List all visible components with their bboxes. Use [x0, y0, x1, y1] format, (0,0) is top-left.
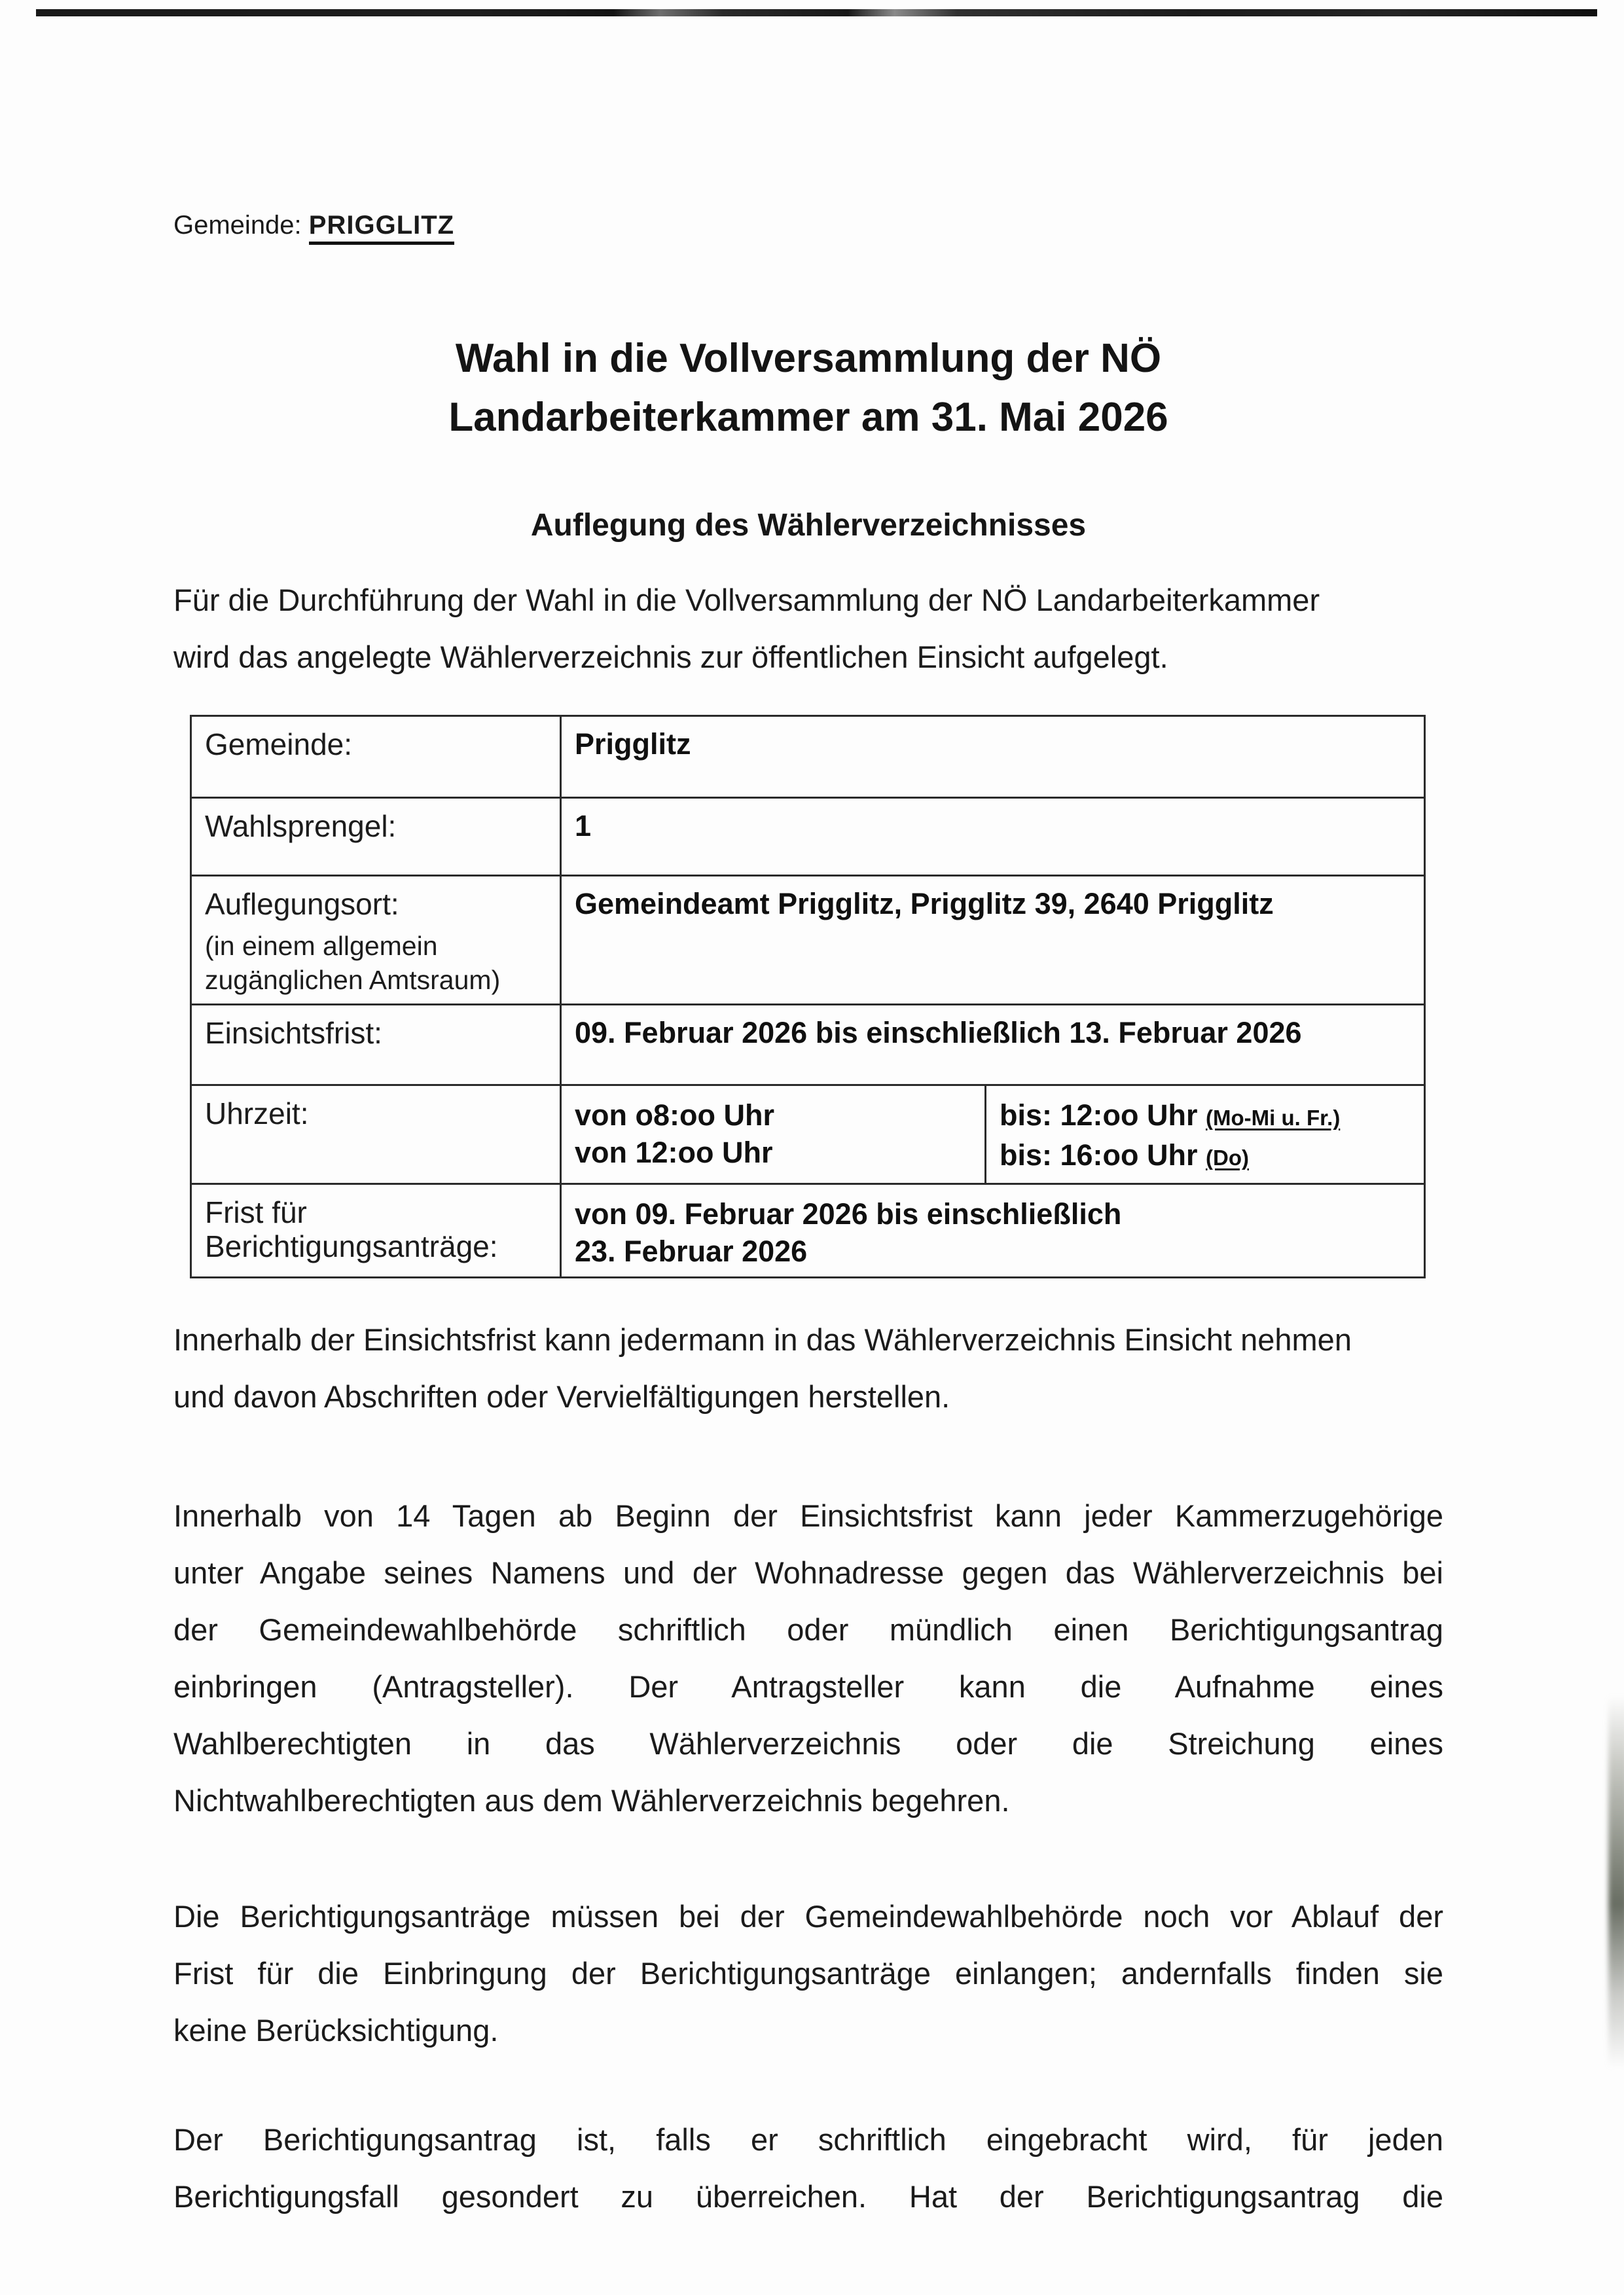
paragraph-frist-einbringung: Die Berichtigungsanträge müssen bei der Gemeindewahlbehörde noch vor Ablauf der Frist für die Einbringung der Berichtigungsanträge einlangen; andernfalls finden sie keine Berücksichtigung.	[173, 1899, 1443, 2048]
subtitle: Auflegung des Wählerverzeichnisses	[530, 508, 1087, 543]
row-label-uhrzeit: Uhrzeit:	[191, 1085, 561, 1184]
table-row-uhrzeit	[191, 1085, 1425, 1184]
row-value-uhrzeit-von	[561, 1085, 986, 1184]
row-label-frist: Frist für Berichtigungsanträge:	[191, 1184, 561, 1278]
row-value-auflegungsort: Gemeindeamt Prigglitz, Prigglitz 39, 2640 Prigglitz	[561, 876, 1425, 1005]
paragraph-berichtigungsantrag: Innerhalb von 14 Tagen ab Beginn der Einsichtsfrist kann jeder Kammerzugehörige unter Angabe seines Namens und der Wohnadresse gegen das Wählerverzeichnis bei der Gemeindewahlbehörde schriftlich oder mündlich einen Berichtigungsantrag einbringen (Antragsteller). Der Antragsteller kann die Aufnahme eines Wahlberechtigten in das Wählerverzeichnis oder die Streichung eines Nichtwahlberechtigten aus dem Wählerverzeichnis begehren.	[173, 1498, 1443, 1818]
row-value-gemeinde: Prigglitz	[561, 716, 1425, 798]
row-label-wahlsprengel: Wahlsprengel:	[191, 798, 561, 876]
table-row-einsichtsfrist	[191, 1005, 1425, 1085]
municipality-line	[173, 206, 1443, 244]
document-content	[173, 0, 1443, 2225]
uhrzeit-bis-2-text: bis: 16:oo Uhr	[1000, 1138, 1198, 1172]
page-title-line-1: Wahl in die Vollversammlung der NÖ	[455, 336, 1162, 381]
municipality-label: Gemeinde:	[173, 211, 302, 240]
paragraph-schriftliche-einbringung: Der Berichtigungsantrag ist, falls er schriftlich eingebracht wird, für jeden Berichtigungsfall gesondert zu überreichen. Hat der Berichtigungsantrag die	[173, 2122, 1443, 2214]
auflegungsort-label: Auflegungsort:	[205, 887, 399, 921]
row-value-einsichtsfrist: 09. Februar 2026 bis einschließlich 13. Februar 2026	[561, 1005, 1425, 1085]
municipality-name: PRIGGLITZ	[309, 211, 454, 245]
uhrzeit-bis-1	[1000, 1096, 1411, 1136]
uhrzeit-bis-1-note: (Mo-Mi u. Fr.)	[1206, 1106, 1341, 1130]
uhrzeit-bis-2	[1000, 1136, 1411, 1176]
row-value-uhrzeit-bis	[986, 1085, 1425, 1184]
row-label-gemeinde: Gemeinde:	[191, 716, 561, 798]
uhrzeit-bis-2-note: (Do)	[1206, 1146, 1250, 1170]
row-value-frist	[561, 1184, 1425, 1278]
uhrzeit-von-2: von 12:oo Uhr	[575, 1136, 773, 1169]
page-title-line-2: Landarbeiterkammer am 31. Mai 2026	[448, 395, 1168, 440]
table-row-gemeinde	[191, 716, 1425, 798]
intro-paragraph: Für die Durchführung der Wahl in die Vollversammlung der NÖ Landarbeiterkammer wird das angelegte Wählerverzeichnis zur öffentlichen Einsicht aufgelegt.	[173, 583, 1320, 674]
frist-value-line-1: von 09. Februar 2026 bis einschließlich	[575, 1197, 1122, 1231]
row-label-auflegungsort	[191, 876, 561, 1005]
row-label-einsichtsfrist: Einsichtsfrist:	[191, 1005, 561, 1085]
scan-artifact-right-smudge	[1608, 1695, 1624, 2069]
auflegungsort-sublabel: (in einem allgemein zugänglichen Amtsraum)	[205, 931, 501, 995]
page-title	[173, 329, 1443, 447]
table-row-wahlsprengel	[191, 798, 1425, 876]
paragraph-einsicht: Innerhalb der Einsichtsfrist kann jedermann in das Wählerverzeichnis Einsicht nehmen und davon Abschriften oder Vervielfältigungen herstellen.	[173, 1322, 1352, 1414]
table-row-auflegungsort	[191, 876, 1425, 1005]
uhrzeit-bis-1-text: bis: 12:oo Uhr	[1000, 1098, 1198, 1132]
table-row-frist	[191, 1184, 1425, 1278]
election-info-table	[190, 715, 1426, 1278]
frist-value-line-2: 23. Februar 2026	[575, 1235, 808, 1268]
uhrzeit-von-1: von o8:oo Uhr	[575, 1098, 774, 1132]
row-value-wahlsprengel: 1	[561, 798, 1425, 876]
